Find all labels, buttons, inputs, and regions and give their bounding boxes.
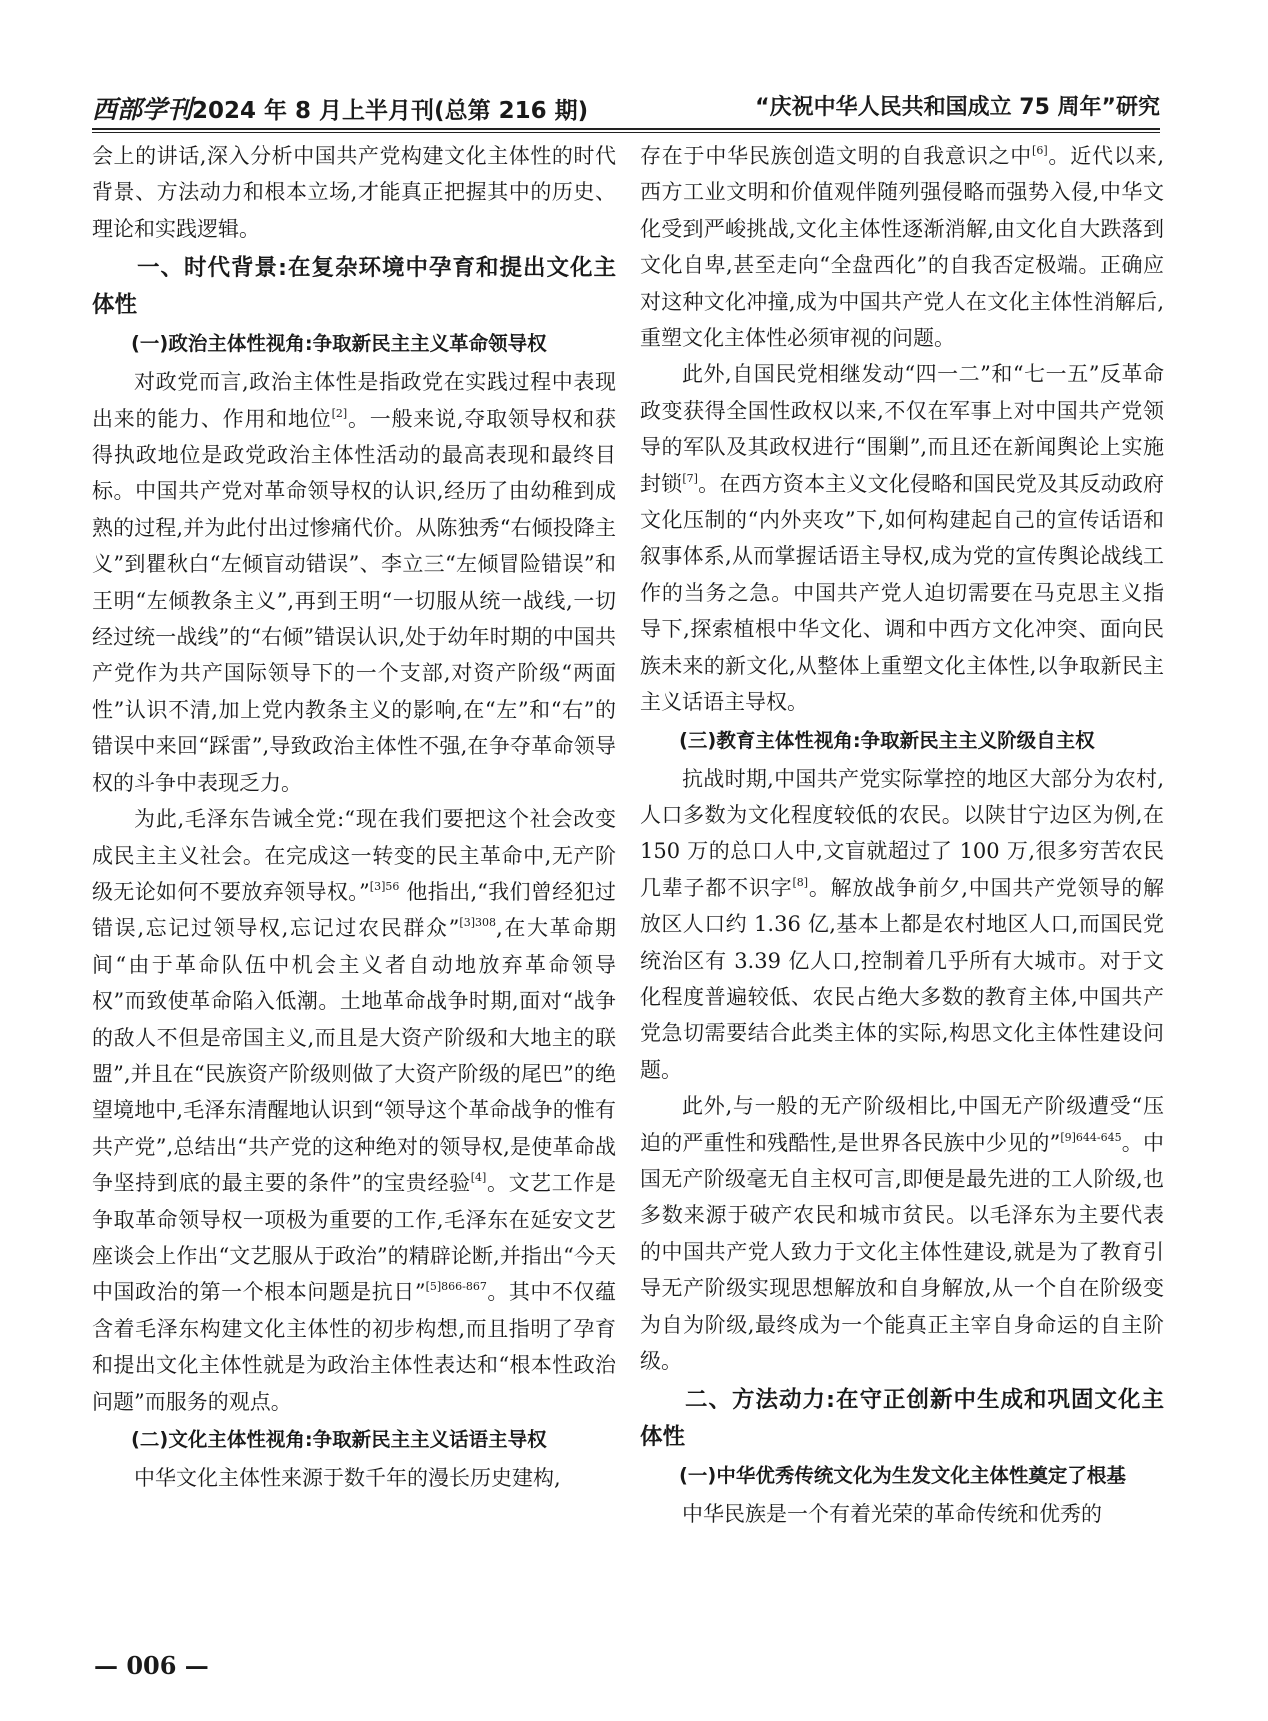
citation: [3]56 — [369, 879, 400, 893]
paragraph-cultural-3: 此外,自国民党相继发动“四一二”和“七一五”反革命政变获得全国性政权以来,不仅在军事上对中国共产党领导的军队及其政权进行“围剿”,而且还在新闻舆论上实施封锁[7]。在西方资本主义文化侵略和国民党及其反动政府文化压制的“内外夹攻”下,如何构建起自己的宣传话语和叙事体系,从而掌握话语主导权,成为党的宣传舆论战线工作的当务之急。中国共产党人迫切需要在马克思主义指导下,探索植根中华文化、调和中西方文化冲突、面向民族未来的新文化,从整体上重塑文化主体性,以争取新民主主义话语主导权。 — [640, 362, 1164, 715]
subsection-heading-education: (三)教育主体性视角:争取新民主主义阶级自主权 — [679, 728, 1095, 752]
running-header — [92, 84, 1160, 126]
citation: [9]644-645 — [1060, 1130, 1122, 1144]
section-heading-background: 一、时代背景:在复杂环境中孕育和提出文化主体性 — [92, 255, 616, 319]
citation: [3]308 — [459, 916, 496, 930]
page-number: — 006 — — [94, 1651, 209, 1680]
citation: [7] — [682, 471, 698, 485]
paragraph-education-1: 抗战时期,中国共产党实际掌控的地区大部分为农村,人口多数为文化程度较低的农民。以陕甘宁边区为例,在 150 万的总口人中,文盲就超过了 100 万,很多穷苦农民几辈子都不识字[8]。解放战争前夕,中国共产党领导的解放区人口约 1.36 亿,基本上都是农村地区人口,而国民党统治区有 3.39 亿人口,控制着几乎所有大城市。对于文化程度普遍较低、农民占绝大多数的教育主体,中国共产党急切需要结合此类主体的实际,构思文化主体性建设问题。 — [640, 766, 1164, 1082]
header-left — [92, 90, 588, 126]
citation: [2] — [331, 406, 348, 420]
intro-paragraph: 会上的讲话,深入分析中国共产党构建文化主体性的时代背景、方法动力和根本立场,才能真正把握其中的历史、理论和实践逻辑。 — [92, 144, 616, 241]
subsection-heading-political: (一)政治主体性视角:争取新民主主义革命领导权 — [131, 332, 547, 356]
issue-info: 2024 年 8 月上半月刊(总第 216 期) — [192, 98, 589, 124]
subsection-heading-tradition: (一)中华优秀传统文化为生发文化主体性奠定了根基 — [679, 1464, 1126, 1488]
section-heading-method: 二、方法动力:在守正创新中生成和巩固文化主体性 — [640, 1387, 1164, 1451]
column-title: “庆祝中华人民共和国成立 75 周年”研究 — [755, 95, 1160, 120]
left-column — [92, 138, 616, 1638]
header-rule — [92, 128, 1160, 130]
citation: [5]866-867 — [425, 1280, 487, 1294]
paragraph-education-2: 此外,与一般的无产阶级相比,中国无产阶级遭受“压迫的严重性和残酷性,是世界各民族中少见的”$^{[9]644-645}$。中国无产阶级毫无自主权可言,即便是最先进的工人阶级,也多数来源于破产农民和城市贫民。以毛泽东为主要代表的中国共产党人致力于文化主体性建设,就是为了教育引导无产阶级实现思想解放和自身解放,从一个自在阶级变为自为阶级,最终成为一个能真正主宰自身命运的自主阶级。 — [640, 1094, 1164, 1373]
citation: [6] — [1032, 144, 1048, 157]
paragraph-political-2: 为此,毛泽东告诫全党:“现在我们要把这个社会改变成民主主义社会。在完成这一转变的民主革命中,无产阶级无论如何不要放弃领导权。”$^{[3]56}$ 他指出,“我们曾经犯过错误,忘记过领导权,忘记过农民群众”$^{[3]308}$,在大革命期间“由于革命队伍中机会主义者自动地放弃革命领导权”而致使革命陷入低潮。土地革命战争时期,面对“战争的敌人不但是帝国主义,而且是大资产阶级和大地主的联盟”,并且在“民族资产阶级则做了大资产阶级的尾巴”的绝望境地中,毛泽东清醒地认识到“领导这个革命战争的惟有共产党”,总结出“共产党的这种绝对的领导权,是使革命战争坚持到底的最主要的条件”的宝贵经验[4]。文艺工作是争取革命领导权一项极为重要的工作,毛泽东在延安文艺座谈会上作出“文艺服从于政治”的精辟论断,并指出“今天中国政治的第一个根本问题是抗日”$^{[5]866-867}$。其中不仅蕴含着毛泽东构建文化主体性的初步构想,而且指明了孕育和提出文化主体性就是为政治主体性表达和“根本性政治问题”而服务的观点。 — [92, 807, 616, 1414]
paragraph-political-1: 对政党而言,政治主体性是指政党在实践过程中表现出来的能力、作用和地位[2]。一般来说,夺取领导权和获得执政地位是政党政治主体性活动的最高表现和最终目标。中国共产党对革命领导权的认识,经历了由幼稚到成熟的过程,并为此付出过惨痛代价。从陈独秀“右倾投降主义”到瞿秋白“左倾盲动错误”、李立三“左倾冒险错误”和王明“左倾教条主义”,再到王明“一切服从统一战线,一切经过统一战线”的“右倾”错误认识,处于幼年时期的中国共产党作为共产国际领导下的一个支部,对资产阶级“两面性”认识不清,加上党内教条主义的影响,在“左”和“右”的错误中来回“踩雷”,导致政治主体性不强,在争夺革命领导权的斗争中表现乏力。 — [92, 370, 616, 795]
right-column — [640, 138, 1164, 1638]
citation: [8] — [792, 875, 809, 889]
citation: [4] — [470, 1171, 487, 1185]
journal-name: 西部学刊 — [92, 95, 193, 124]
subsection-heading-cultural: (二)文化主体性视角:争取新民主主义话语主导权 — [131, 1428, 547, 1451]
paragraph-cultural-2: 存在于中华民族创造文明的自我意识之中[6]。近代以来,西方工业文明和价值观伴随列强侵略而强势入侵,中华文化受到严峻挑战,文化主体性逐渐消解,由文化自大跌落到文化自卑,甚至走向“全盘西化”的自我否定极端。正确应对这种文化冲撞,成为中国共产党人在文化主体性消解后,重塑文化主体性必须审视的问题。 — [640, 144, 1164, 351]
paragraph-cultural-1: 中华文化主体性来源于数千年的漫长历史建构, — [134, 1466, 561, 1490]
header-rule-thin — [92, 132, 1160, 133]
paragraph-tradition-1: 中华民族是一个有着光荣的革命传统和优秀的 — [682, 1502, 1102, 1527]
